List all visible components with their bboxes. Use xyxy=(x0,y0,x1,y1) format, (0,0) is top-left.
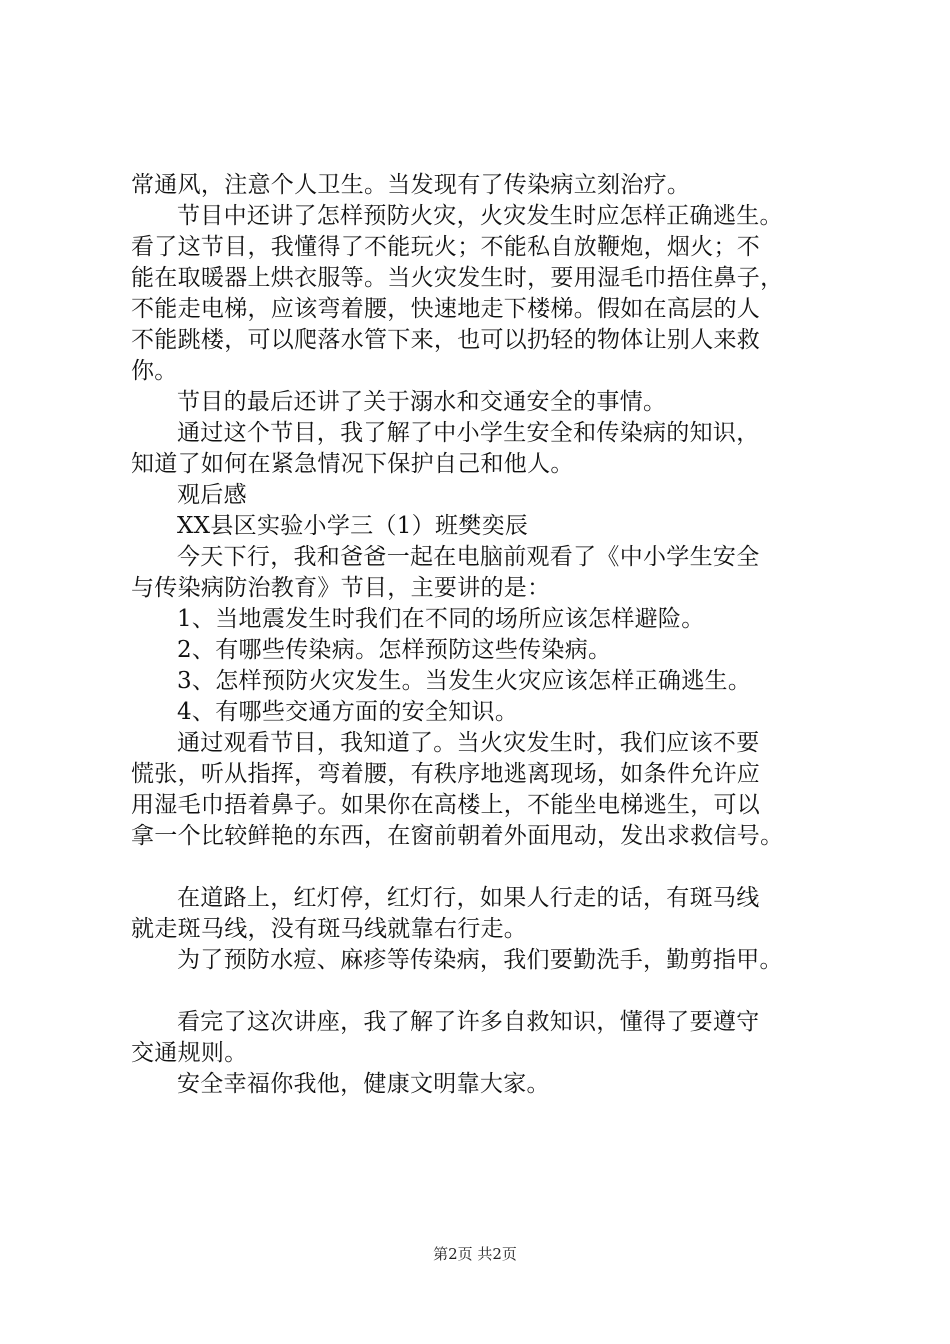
author-line: XX县区实验小学三（1）班樊奕辰 xyxy=(177,513,529,539)
text-line: 与传染病防治教育》节目，主要讲的是： xyxy=(131,575,551,601)
essay-title: 观后感 xyxy=(177,482,247,508)
paragraph-fire-prevention: 节目中还讲了怎样预防火灾，火灾发生时应怎样正确逃生。 xyxy=(177,203,783,229)
page-number-footer: 第2页 共2页 xyxy=(433,1245,517,1263)
text-line: 你。 xyxy=(131,358,178,384)
text-line: 用湿毛巾捂着鼻子。如果你在高楼上，不能坐电梯逃生，可以 xyxy=(131,792,761,818)
paragraph-fire-learned: 通过观看节目，我知道了。当火灾发生时，我们应该不要 xyxy=(177,730,760,756)
list-item: 4、有哪些交通方面的安全知识。 xyxy=(177,699,519,725)
paragraph-summary: 通过这个节目，我了解了中小学生安全和传染病的知识， xyxy=(177,420,760,446)
text-line: 拿一个比较鲜艳的东西，在窗前朝着外面甩动，发出求救信号。 xyxy=(131,823,784,849)
paragraph-drowning-traffic: 节目的最后还讲了关于溺水和交通安全的事情。 xyxy=(177,389,667,415)
text-line: 就走斑马线，没有斑马线就靠右行走。 xyxy=(131,916,528,942)
text-line: 知道了如何在紧急情况下保护自己和他人。 xyxy=(131,451,574,477)
closing-slogan: 安全幸福你我他，健康文明靠大家。 xyxy=(177,1071,550,1097)
text-line: 慌张，听从指挥，弯着腰，有秩序地逃离现场，如条件允许应 xyxy=(131,761,761,787)
paragraph-disease-prevention: 为了预防水痘、麻疹等传染病，我们要勤洗手，勤剪指甲。 xyxy=(177,947,783,973)
list-item: 1、当地震发生时我们在不同的场所应该怎样避险。 xyxy=(177,606,705,632)
paragraph-conclusion: 看完了这次讲座，我了解了许多自救知识，懂得了要遵守 xyxy=(177,1009,760,1035)
text-line: 看了这节目，我懂得了不能玩火；不能私自放鞭炮，烟火；不 xyxy=(131,234,761,260)
list-item: 3、怎样预防火灾发生。当发生火灾应该怎样正确逃生。 xyxy=(177,668,752,694)
blank-line xyxy=(131,852,851,883)
text-line: 不能走电梯，应该弯着腰，快速地走下楼梯。假如在高层的人 xyxy=(131,296,761,322)
text-line: 交通规则。 xyxy=(131,1040,248,1066)
blank-line xyxy=(131,976,851,1007)
document-body xyxy=(131,170,851,1100)
text-line: 常通风，注意个人卫生。当发现有了传染病立刻治疗。 xyxy=(131,172,691,198)
text-line: 能在取暖器上烘衣服等。当火灾发生时，要用湿毛巾捂住鼻子， xyxy=(131,265,784,291)
list-item: 2、有哪些传染病。怎样预防这些传染病。 xyxy=(177,637,612,663)
paragraph-road-safety: 在道路上，红灯停，红灯行，如果人行走的话，有斑马线 xyxy=(177,885,760,911)
text-line: 不能跳楼，可以爬落水管下来，也可以扔轻的物体让别人来救 xyxy=(131,327,761,353)
paragraph-intro: 今天下行，我和爸爸一起在电脑前观看了《中小学生安全 xyxy=(177,544,760,570)
